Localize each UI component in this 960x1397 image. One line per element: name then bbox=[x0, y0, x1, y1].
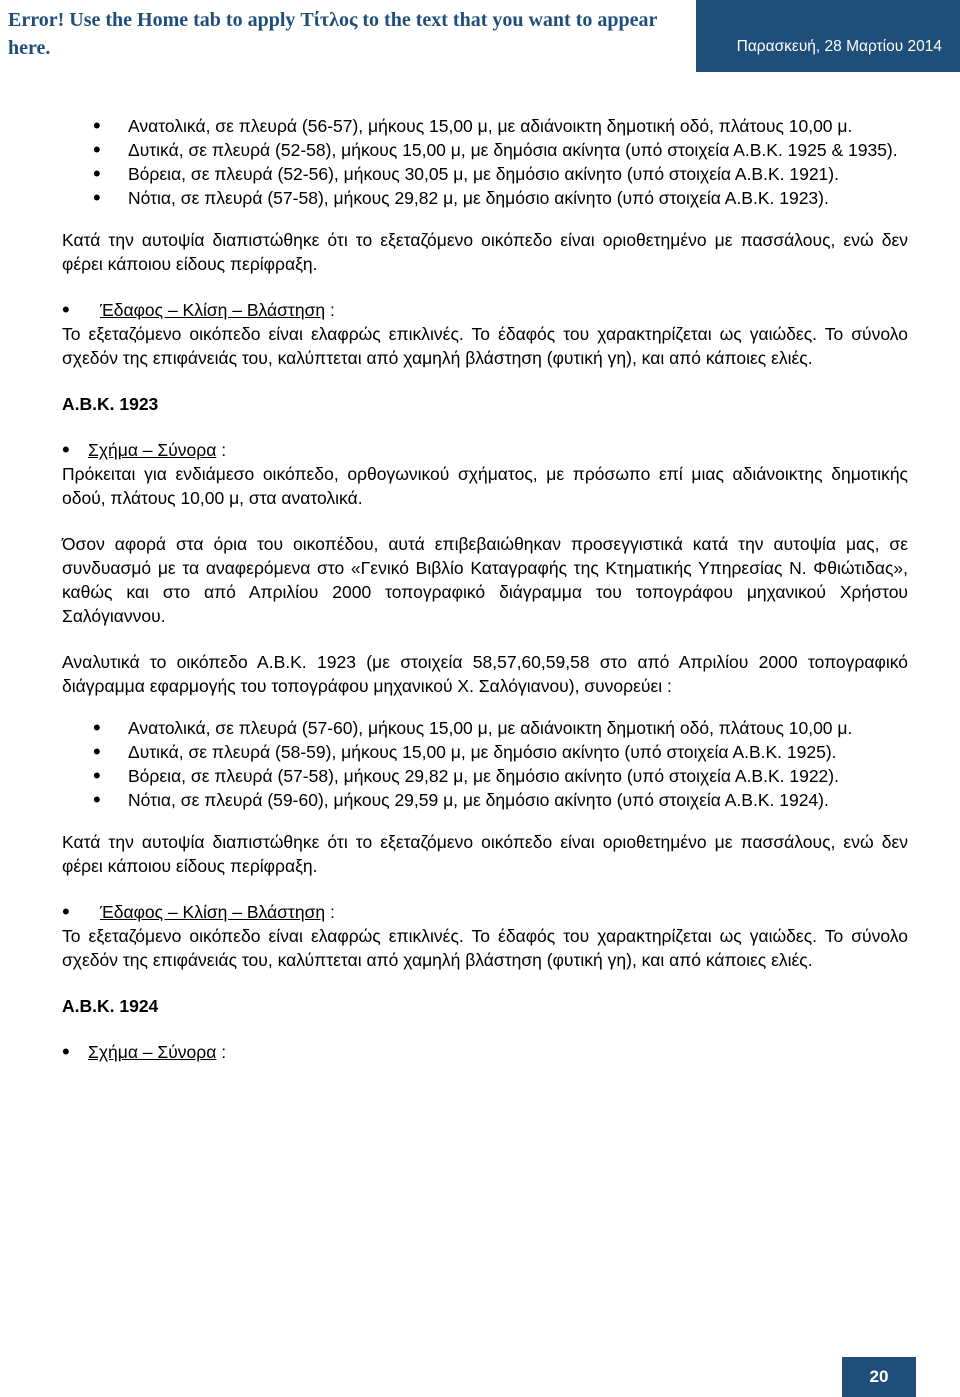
list-item: • Βόρεια, σε πλευρά (57-58), μήκους 29,82 μ, με δημόσιο ακίνητο (υπό στοιχεία Α.Β.Κ. 1922). bbox=[62, 764, 908, 788]
soil-paragraph-2: Το εξεταζόμενο οικόπεδο είναι ελαφρώς επικλινές. Το έδαφός του χαρακτηρίζεται ως γαιώδες. Το σύνολο σχεδόν της επιφάνειάς του, καλύπτεται από χαμηλή βλάστηση (φυτική γη), και από κάποιες ελιές. bbox=[62, 926, 908, 970]
list-item: • Νότια, σε πλευρά (59-60), μήκους 29,59 μ, με δημόσιο ακίνητο (υπό στοιχεία Α.Β.Κ. 1924). bbox=[62, 788, 908, 812]
soil-heading-2 bbox=[62, 900, 908, 924]
autopsy-paragraph-2: Κατά την αυτοψία διαπιστώθηκε ότι το εξεταζόμενο οικόπεδο είναι οριοθετημένο με πασσάλους, ενώ δεν φέρει κάποιου είδους περίφραξη. bbox=[62, 832, 908, 876]
list-item: • Ανατολικά, σε πλευρά (57-60), μήκους 15,00 μ, με αδιάνοικτη δημοτική οδό, πλάτους 10,00 μ. bbox=[62, 716, 908, 740]
shape-heading-2 bbox=[62, 1040, 908, 1064]
list-item: • Βόρεια, σε πλευρά (52-56), μήκους 30,05 μ, με δημόσιο ακίνητο (υπό στοιχεία Α.Β.Κ. 1921). bbox=[62, 162, 908, 186]
boundaries-list-2 bbox=[62, 716, 908, 812]
shape-paragraph-1: Πρόκειται για ενδιάμεσο οικόπεδο, ορθογωνικού σχήματος, με πρόσωπο επί μιας αδιάνοικτης δημοτικής οδού, πλάτους 10,00 μ, στα ανατολικά. bbox=[62, 464, 908, 508]
autopsy-paragraph-1: Κατά την αυτοψία διαπιστώθηκε ότι το εξεταζόμενο οικόπεδο είναι οριοθετημένο με πασσάλους, ενώ δεν φέρει κάποιου είδους περίφραξη. bbox=[62, 230, 908, 274]
soil-paragraph-1: Το εξεταζόμενο οικόπεδο είναι ελαφρώς επικλινές. Το έδαφός του χαρακτηρίζεται ως γαιώδες. Το σύνολο σχεδόν της επιφάνειάς του, καλύπτεται από χαμηλή βλάστηση (φυτική γη), και από κάποιες ελιές. bbox=[62, 324, 908, 368]
shape-heading-label: Σχήμα – Σύνορα bbox=[88, 440, 217, 460]
soil-heading-label: Έδαφος – Κλίση – Βλάστηση bbox=[100, 300, 326, 320]
shape-heading-label: Σχήμα – Σύνορα bbox=[88, 1042, 217, 1062]
list-item: • Νότια, σε πλευρά (57-58), μήκους 29,82 μ, με δημόσιο ακίνητο (υπό στοιχεία Α.Β.Κ. 1923). bbox=[62, 186, 908, 210]
boundaries-list-1 bbox=[62, 114, 908, 210]
header-title-area bbox=[0, 0, 696, 72]
abk-1924-heading: Α.Β.Κ. 1924 bbox=[62, 996, 159, 1016]
soil-heading-1 bbox=[62, 298, 908, 322]
analytic-paragraph: Αναλυτικά το οικόπεδο Α.Β.Κ. 1923 (με στοιχεία 58,57,60,59,58 στο από Απριλίου 2000 τοπογραφικό διάγραμμα εφαρμογής του τοπογράφου μηχανικού Χ. Σαλόγιανου), συνορεύει : bbox=[62, 652, 908, 696]
page-header bbox=[0, 0, 960, 72]
list-item: • Δυτικά, σε πλευρά (52-58), μήκους 15,00 μ, με δημόσια ακίνητα (υπό στοιχεία Α.Β.Κ. 1925 & 1935). bbox=[62, 138, 908, 162]
header-date-area bbox=[696, 0, 960, 72]
list-item: • Δυτικά, σε πλευρά (58-59), μήκους 15,00 μ, με δημόσιο ακίνητο (υπό στοιχεία Α.Β.Κ. 1925). bbox=[62, 740, 908, 764]
soil-heading-label: Έδαφος – Κλίση – Βλάστηση bbox=[100, 902, 326, 922]
heading-colon: : bbox=[216, 1042, 227, 1062]
heading-colon: : bbox=[216, 440, 227, 460]
document-body bbox=[62, 114, 908, 1064]
limits-paragraph: Όσον αφορά στα όρια του οικοπέδου, αυτά επιβεβαιώθηκαν προσεγγιστικά κατά την αυτοψία μας, σε συνδυασμό με τα αναφερόμενα στο «Γενικό Βιβλίο Καταγραφής της Κτηματικής Υπηρεσίας Ν. Φθιώτιδας», καθώς και στο από Απριλίου 2000 τοπογραφικό διάγραμμα του τοπογράφου μηχανικού Χρήστου Σαλόγιαννου. bbox=[62, 534, 908, 626]
page-number: 20 bbox=[842, 1357, 916, 1397]
abk-1923-heading: Α.Β.Κ. 1923 bbox=[62, 394, 159, 414]
document-title-error: Error! Use the Home tab to apply Τίτλος to the text that you want to appear here. bbox=[8, 9, 658, 59]
header-date: Παρασκευή, 28 Μαρτίου 2014 bbox=[736, 38, 942, 55]
heading-colon: : bbox=[325, 300, 335, 320]
list-item: • Ανατολικά, σε πλευρά (56-57), μήκους 15,00 μ, με αδιάνοικτη δημοτική οδό, πλάτους 10,00 μ. bbox=[62, 114, 908, 138]
heading-colon: : bbox=[325, 902, 335, 922]
shape-heading-1 bbox=[62, 438, 908, 462]
